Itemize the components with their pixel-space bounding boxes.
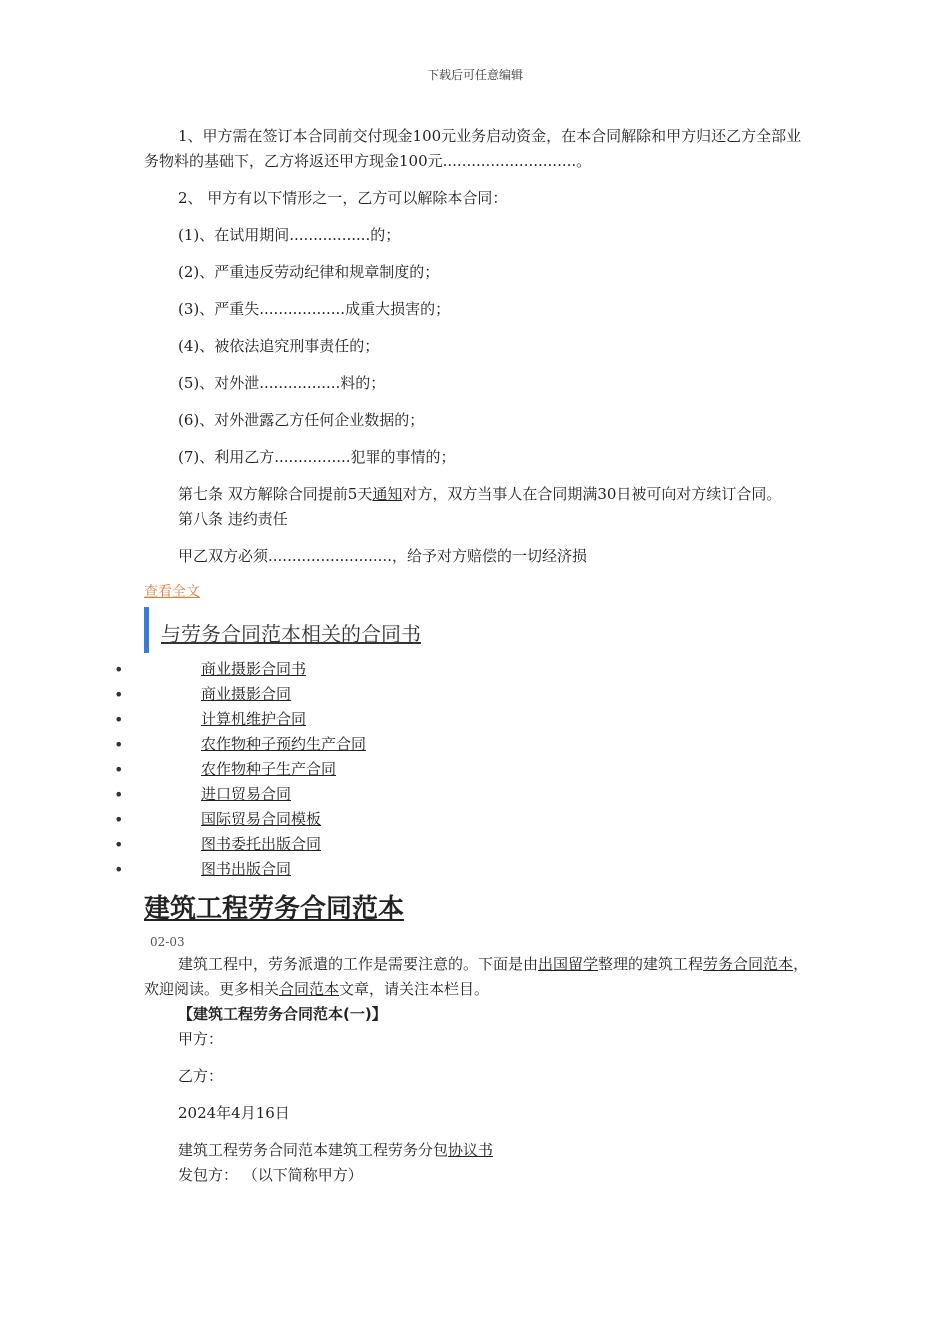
clause-item: (6)、对外泄露乙方任何企业数据的； — [178, 411, 425, 429]
article-7-text: 第七条 双方解除合同提前5天 — [178, 485, 373, 503]
bullet-icon: • — [114, 710, 124, 729]
list-item — [0, 857, 809, 882]
related-list — [0, 657, 809, 882]
list-item — [0, 807, 809, 832]
related-link[interactable]: 国际贸易合同模板 — [201, 810, 322, 828]
document-body — [114, 124, 809, 1188]
article-8: 第八条 违约责任 — [178, 510, 288, 528]
view-full-text-link[interactable]: 查看全文 — [144, 584, 200, 600]
related-link[interactable]: 图书出版合同 — [201, 860, 292, 878]
bullet-icon: • — [114, 685, 124, 704]
list-item — [0, 757, 809, 782]
clause-item: (2)、严重违反劳动纪律和规章制度的； — [178, 263, 440, 281]
article-title[interactable]: 建筑工程劳务合同范本 — [144, 894, 405, 924]
intro-text: 整理的建筑工程 — [598, 955, 704, 973]
list-item — [0, 682, 809, 707]
sign-date: 2024年4月16日 — [178, 1104, 290, 1122]
bullet-icon: • — [114, 660, 124, 679]
related-link[interactable]: 计算机维护合同 — [201, 710, 307, 728]
related-link[interactable]: 农作物种子生产合同 — [201, 760, 337, 778]
clause-item: (7)、利用乙方................犯罪的事情的； — [178, 448, 456, 466]
party-a: 甲方： — [178, 1030, 224, 1048]
bullet-icon: • — [114, 735, 124, 754]
related-link[interactable]: 图书委托出版合同 — [201, 835, 322, 853]
related-link[interactable]: 进口贸易合同 — [201, 785, 292, 803]
intro-text: 文章，请关注本栏目。 — [339, 980, 490, 998]
list-item — [0, 657, 809, 682]
list-item — [0, 832, 809, 857]
article-7 — [144, 482, 809, 507]
related-link[interactable]: 商业摄影合同 — [201, 685, 292, 703]
contract-template-link[interactable]: 合同范本 — [279, 980, 340, 998]
bullet-icon: • — [114, 810, 124, 829]
article-7-text-rest: 对方，双方当事人在合同期满30日被可向对方续订合同。 — [402, 485, 782, 503]
intro-text: ，欢迎阅读。更多相关 — [144, 955, 809, 998]
list-item — [0, 707, 809, 732]
related-section-title[interactable]: 与劳务合同范本相关的合同书 — [144, 607, 809, 653]
agreement-link[interactable]: 协议书 — [448, 1141, 494, 1159]
article-8-body: 甲乙双方必须..........................，给予对方赔偿的一切经济损 — [178, 547, 587, 565]
header-note: 下载后可任意编辑 — [426, 68, 523, 82]
party-b: 乙方： — [178, 1067, 224, 1085]
bullet-icon: • — [114, 785, 124, 804]
notice-link[interactable]: 通知 — [372, 485, 403, 503]
list-item — [0, 782, 809, 807]
labor-contract-link[interactable]: 劳务合同范本 — [703, 955, 794, 973]
contractor-line: 发包方： （以下简称甲方） — [178, 1166, 363, 1184]
related-link[interactable]: 农作物种子预约生产合同 — [201, 735, 367, 753]
clause-item: (3)、严重失..................成重大损害的； — [178, 300, 451, 318]
subcontract-text: 建筑工程劳务合同范本建筑工程劳务分包 — [178, 1141, 449, 1159]
clause-item: (4)、被依法追究刑事责任的； — [178, 337, 380, 355]
subcontract-line — [144, 1138, 809, 1163]
intro-text: 建筑工程中，劳务派遣的工作是需要注意的。下面是由 — [178, 955, 539, 973]
clause-item: (5)、对外泄.................料的； — [178, 374, 386, 392]
article-intro — [144, 952, 809, 1002]
clause-item: (1)、在试用期间.................的； — [178, 226, 401, 244]
list-item — [0, 732, 809, 757]
section-heading: 【建筑工程劳务合同范本(一)】 — [178, 1005, 387, 1023]
clause-1: 1、甲方需在签订本合同前交付现金100元业务启动资金，在本合同解除和甲方归还乙方全部业务物料的基础下，乙方将返还甲方现金100元............................。 — [144, 127, 802, 170]
bullet-icon: • — [114, 760, 124, 779]
bullet-icon: • — [114, 835, 124, 854]
study-abroad-link[interactable]: 出国留学 — [538, 955, 599, 973]
article-date: 02-03 — [150, 935, 185, 949]
bullet-icon: • — [114, 860, 124, 879]
clause-2: 2、 甲方有以下情形之一，乙方可以解除本合同： — [178, 189, 508, 207]
related-link[interactable]: 商业摄影合同书 — [201, 660, 307, 678]
